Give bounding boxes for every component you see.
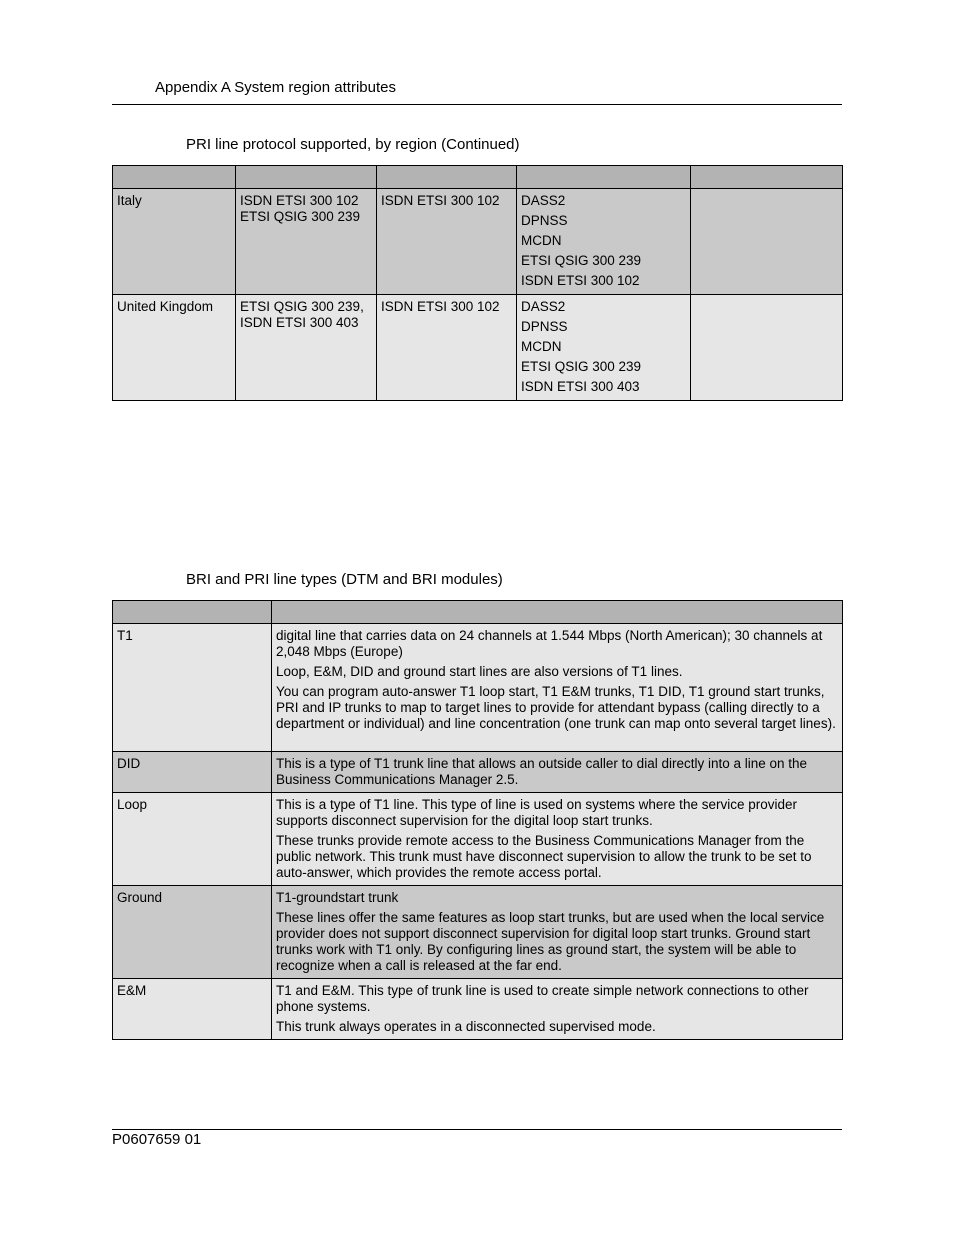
line-types-table-caption: BRI and PRI line types (DTM and BRI modules) <box>186 571 503 588</box>
line-type-cell: E&M <box>113 979 272 1040</box>
header-cell <box>377 166 517 189</box>
description-cell <box>272 793 843 886</box>
description-cell <box>272 979 843 1040</box>
empty-cell <box>691 295 843 401</box>
protocol-line: DPNSS <box>521 213 568 228</box>
pri-protocol-table <box>112 165 843 401</box>
description-paragraph: Loop, E&M, DID and ground start lines are also versions of T1 lines. <box>276 664 683 679</box>
pri-table-caption: PRI line protocol supported, by region (Continued) <box>186 136 520 153</box>
table-row <box>113 752 843 793</box>
description-cell <box>272 752 843 793</box>
protocol-list-cell <box>517 295 691 401</box>
description-paragraph: T1-groundstart trunk <box>276 890 399 905</box>
table-row <box>113 886 843 979</box>
table-header-row <box>113 166 843 189</box>
line-type-cell: T1 <box>113 624 272 752</box>
protocol-line: ISDN ETSI 300 403 <box>240 315 359 330</box>
protocol-line: ETSI QSIG 300 239 <box>521 253 642 268</box>
header-cell <box>236 166 377 189</box>
header-cell <box>113 166 236 189</box>
description-paragraph: These lines offer the same features as loop start trunks, but are used when the local service provider does not support disconnect supervision for digital loop start trunks. Ground start trunks work with T1 only. By configuring lines as ground start, the system will be able to recognize when a call is released at the far end. <box>276 910 825 973</box>
page-header-title: Appendix A System region attributes <box>155 79 396 96</box>
line-type-cell: Ground <box>113 886 272 979</box>
line-type-cell: DID <box>113 752 272 793</box>
header-divider <box>112 104 842 105</box>
description-cell <box>272 886 843 979</box>
protocol-list-cell <box>517 189 691 295</box>
header-cell <box>272 601 843 624</box>
table-row <box>113 793 843 886</box>
header-cell <box>691 166 843 189</box>
description-paragraph: This is a type of T1 line. This type of line is used on systems where the service provider supports disconnect supervision for the digital loop start trunks. <box>276 797 797 828</box>
protocol-line: ETSI QSIG 300 239 <box>240 209 361 224</box>
table-header-row <box>113 601 843 624</box>
protocol-line: DASS2 <box>521 299 566 314</box>
description-paragraph: digital line that carries data on 24 channels at 1.544 Mbps (North American); 30 channels at 2,048 Mbps (Europe) <box>276 628 823 659</box>
protocol-line: MCDN <box>521 233 562 248</box>
table-row <box>113 979 843 1040</box>
footer-doc-number: P0607659 01 <box>112 1131 202 1148</box>
description-paragraph: These trunks provide remote access to the Business Communications Manager from the public network. This trunk must have disconnect supervision to allow the trunk to be set to auto-answer, which provides the remote access portal. <box>276 833 812 880</box>
header-cell <box>113 601 272 624</box>
header-cell <box>517 166 691 189</box>
description-paragraph: This trunk always operates in a disconnected supervised mode. <box>276 1019 656 1034</box>
protocol-cell <box>236 295 377 401</box>
empty-cell <box>691 189 843 295</box>
table-row <box>113 295 843 401</box>
line-types-table <box>112 600 843 1040</box>
protocol-line: ISDN ETSI 300 403 <box>521 379 640 394</box>
protocol-line: ISDN ETSI 300 102 <box>521 273 640 288</box>
protocol-line: MCDN <box>521 339 562 354</box>
protocol-line: ISDN ETSI 300 102 <box>240 193 359 208</box>
description-paragraph: You can program auto-answer T1 loop start, T1 E&M trunks, T1 DID, T1 ground start trunks, PRI and IP trunks to map to target lines to provide for attendant bypass (calling directly to a department or individual) and line concentration (one trunk can map onto several target lines). <box>276 684 836 731</box>
region-cell: United Kingdom <box>113 295 236 401</box>
table-row <box>113 624 843 752</box>
protocol-cell: ISDN ETSI 300 102 <box>377 295 517 401</box>
footer-divider <box>112 1129 842 1130</box>
description-paragraph: This is a type of T1 trunk line that allows an outside caller to dial directly into a line on the Business Communications Manager 2.5. <box>276 756 808 787</box>
line-type-cell: Loop <box>113 793 272 886</box>
description-paragraph: T1 and E&M. This type of trunk line is used to create simple network connections to other phone systems. <box>276 983 809 1014</box>
protocol-line: ETSI QSIG 300 239, <box>240 299 364 314</box>
protocol-line: DASS2 <box>521 193 566 208</box>
table-row <box>113 189 843 295</box>
protocol-line: ETSI QSIG 300 239 <box>521 359 642 374</box>
protocol-cell: ISDN ETSI 300 102 <box>377 189 517 295</box>
protocol-line: DPNSS <box>521 319 568 334</box>
region-cell: Italy <box>113 189 236 295</box>
description-cell <box>272 624 843 752</box>
protocol-cell <box>236 189 377 295</box>
